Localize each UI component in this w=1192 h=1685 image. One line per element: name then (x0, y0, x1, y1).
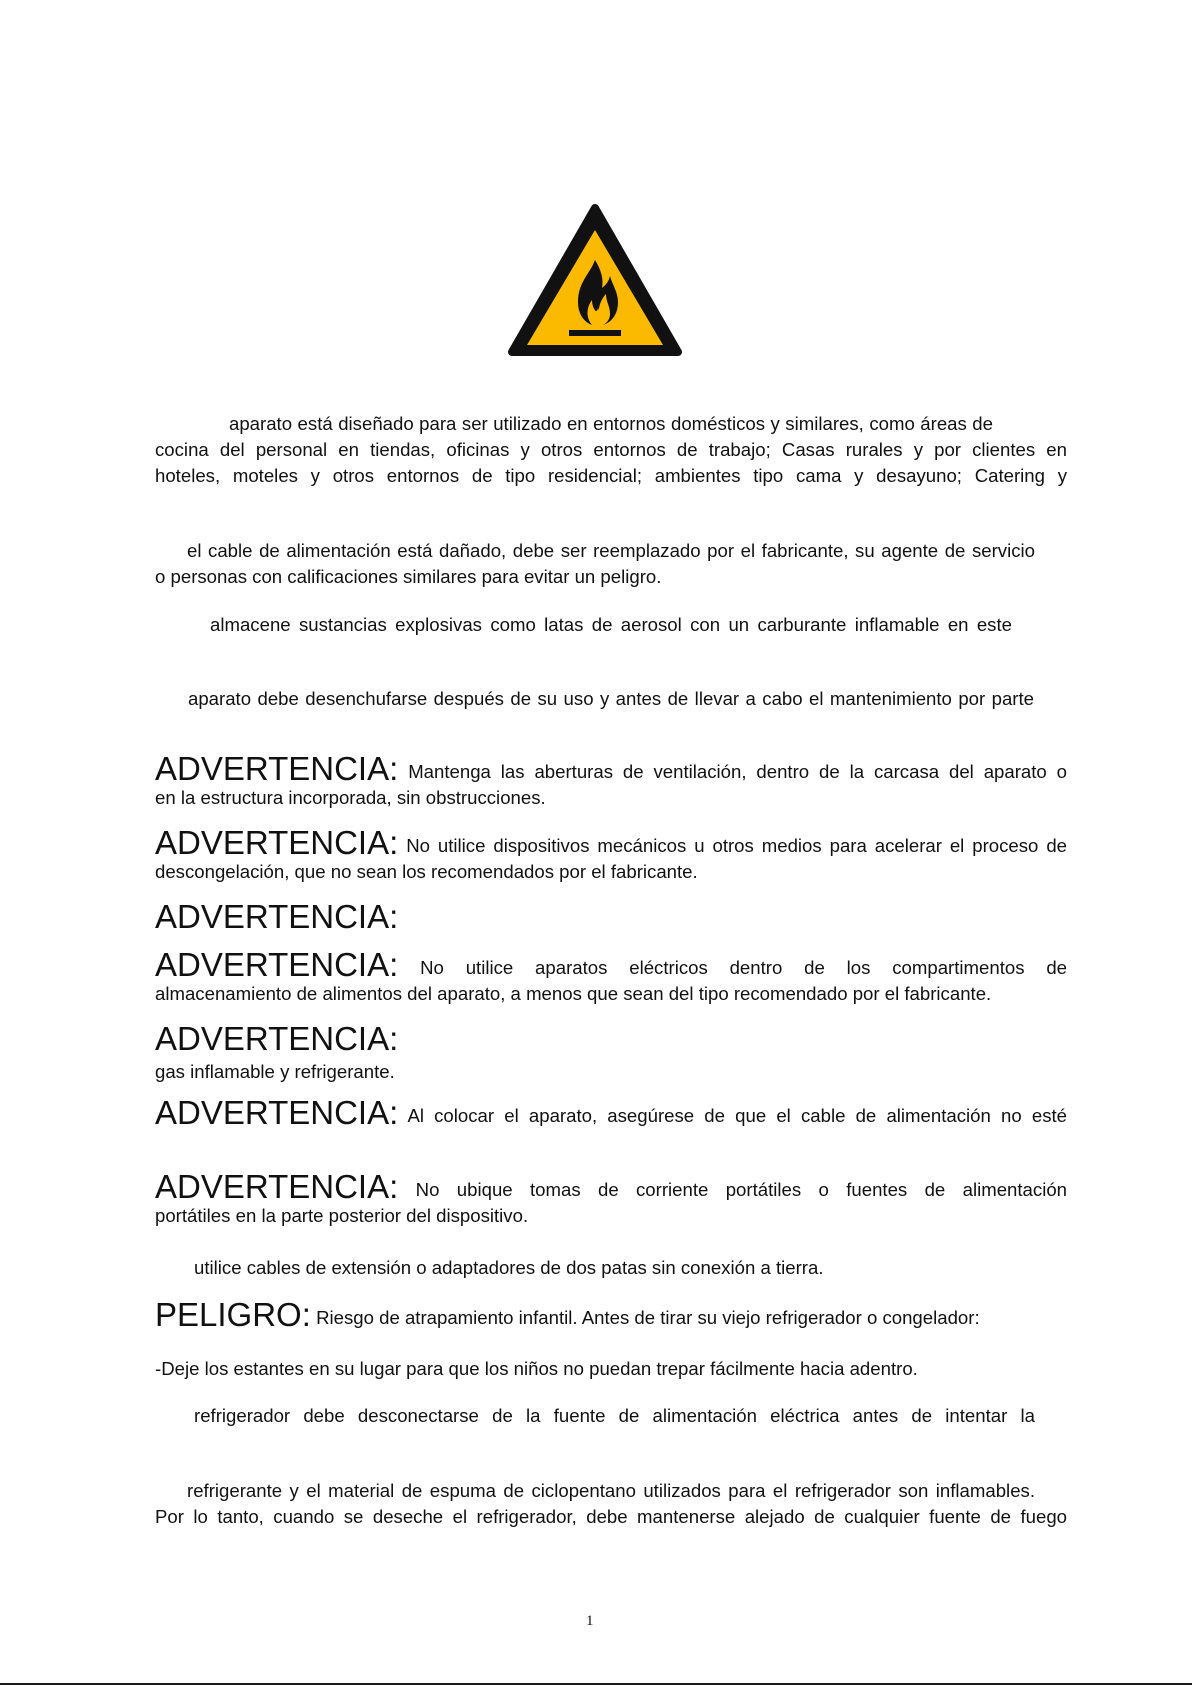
paragraph-line: refrigerador debe desconectarse de la fuente de alimentación eléctrica antes de intentar la (194, 1405, 1035, 1426)
warning-text: Al colocar el aparato, asegúrese de que el cable de alimentación no esté (407, 1105, 1068, 1126)
paragraph-shelves (155, 1356, 1067, 1382)
warning-text: gas inflamable y refrigerante. (155, 1061, 395, 1082)
paragraph-disconnect (155, 1403, 1067, 1429)
warning-label: ADVERTENCIA: (155, 1094, 399, 1131)
warning-label: ADVERTENCIA: (155, 824, 399, 861)
danger-child-entrapment (155, 1296, 1067, 1331)
paragraph-unplug (155, 686, 1067, 712)
warning-ventilation (155, 750, 1067, 811)
warning-text: No ubique tomas de corriente portátiles o fuentes de alimentación (415, 1179, 1068, 1200)
warning-text: No utilice dispositivos mecánicos u otros medios para acelerar el proceso de (406, 835, 1067, 856)
warning-text: descongelación, que no sean los recomendados por el fabricante. (155, 861, 698, 882)
danger-text: Riesgo de atrapamiento infantil. Antes de tirar su viejo refrigerador o congelador: (316, 1307, 980, 1328)
warning-text: No utilice aparatos eléctricos dentro de los compartimentos de (420, 957, 1067, 978)
paragraph-line: aparato debe desenchufarse después de su uso y antes de llevar a cabo el mantenimiento por parte (188, 688, 1034, 709)
page-number: 1 (586, 1613, 594, 1629)
paragraph-line: refrigerante y el material de espuma de ciclopentano utilizados para el refrigerador son inflamables. (187, 1480, 1035, 1501)
paragraph-line: utilice cables de extensión o adaptadores de dos patas sin conexión a tierra. (194, 1257, 824, 1278)
warning-flammable-gas (155, 1020, 1067, 1085)
paragraph-extension-cables (155, 1255, 1067, 1281)
warning-text: almacenamiento de alimentos del aparato, a menos que sean del tipo recomendado por el fabricante. (155, 983, 992, 1004)
paragraph-line: cocina del personal en tiendas, oficinas y otros entornos de trabajo; Casas rurales y por clientes en (155, 439, 1067, 460)
paragraph-line: -Deje los estantes en su lugar para que los niños no puedan trepar fácilmente hacia adentro. (155, 1358, 918, 1379)
paragraph-refrigerant (155, 1478, 1067, 1530)
warning-label: ADVERTENCIA: (155, 1020, 399, 1057)
danger-label: PELIGRO: (155, 1296, 311, 1333)
paragraph-explosives (155, 612, 1067, 638)
warning-label: ADVERTENCIA: (155, 1168, 399, 1205)
paragraph-line: el cable de alimentación está dañado, debe ser reemplazado por el fabricante, su agente de servicio (187, 540, 1035, 561)
paragraph-line: Por lo tanto, cuando se deseche el refrigerador, debe mantenerse alejado de cualquier fuente de fuego (155, 1506, 1067, 1527)
paragraph-power-cable (155, 538, 1067, 590)
flammable-warning-triangle-icon (506, 202, 684, 360)
paragraph-line: almacene sustancias explosivas como latas de aerosol con un carburante inflamable en este (210, 614, 1012, 635)
warning-label: ADVERTENCIA: (155, 946, 399, 983)
warning-label: ADVERTENCIA: (155, 898, 399, 935)
paragraph-line: o personas con calificaciones similares para evitar un peligro. (155, 566, 662, 587)
warning-text: Mantenga las aberturas de ventilación, dentro de la carcasa del aparato o (408, 761, 1067, 782)
warning-refrigerant-circuit (155, 898, 1067, 933)
warning-text: portátiles en la parte posterior del dispositivo. (155, 1205, 529, 1226)
warning-text: en la estructura incorporada, sin obstrucciones. (155, 787, 546, 808)
warning-electrical-appliances (155, 946, 1067, 1007)
warning-power-cord-placement (155, 1094, 1067, 1129)
warning-portable-outlets (155, 1168, 1067, 1229)
paragraph-usage (155, 411, 1067, 489)
paragraph-line: hoteles, moteles y otros entornos de tipo residencial; ambientes tipo cama y desayuno; Catering y (155, 465, 1067, 486)
warning-label: ADVERTENCIA: (155, 750, 399, 787)
warning-defrost (155, 824, 1067, 885)
paragraph-line: aparato está diseñado para ser utilizado en entornos domésticos y similares, como áreas de (229, 413, 993, 434)
